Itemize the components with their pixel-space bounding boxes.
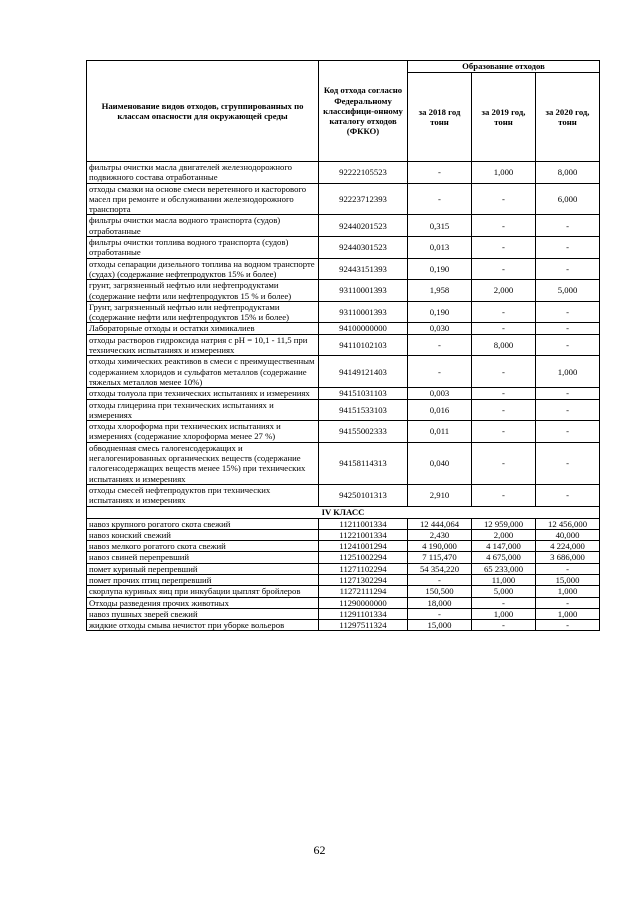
row-2018: 12 444,064 xyxy=(408,518,472,529)
row-name: жидкие отходы смыва нечистот при уборке вольеров xyxy=(87,620,319,631)
row-code: 93110001393 xyxy=(319,301,408,323)
row-2019: 2,000 xyxy=(472,280,536,302)
row-2018: - xyxy=(408,356,472,388)
row-code: 92222105523 xyxy=(319,162,408,184)
row-2020: 6,000 xyxy=(536,183,600,215)
row-2018: 0,040 xyxy=(408,442,472,484)
table-row xyxy=(87,421,600,443)
row-2020: 8,000 xyxy=(536,162,600,184)
row-2019: 1,000 xyxy=(472,608,536,619)
row-2018: 2,430 xyxy=(408,529,472,540)
table-row xyxy=(87,334,600,356)
row-2020: - xyxy=(536,620,600,631)
table-row xyxy=(87,301,600,323)
row-code: 11241001294 xyxy=(319,541,408,552)
row-2018: 1,958 xyxy=(408,280,472,302)
row-2020: - xyxy=(536,563,600,574)
row-2020: - xyxy=(536,323,600,334)
row-2018: 7 115,470 xyxy=(408,552,472,563)
row-code: 11291101334 xyxy=(319,608,408,619)
row-code: 94158114313 xyxy=(319,442,408,484)
row-name: Грунт, загрязненный нефтью или нефтепродуктами (содержание нефти или нефтепродуктов 15% и более) xyxy=(87,301,319,323)
row-2020: 4 224,000 xyxy=(536,541,600,552)
table-row xyxy=(87,399,600,421)
row-2019: 65 233,000 xyxy=(472,563,536,574)
row-name: навоз конский свежий xyxy=(87,529,319,540)
row-2018: 15,000 xyxy=(408,620,472,631)
row-2019: - xyxy=(472,323,536,334)
row-code: 94151533103 xyxy=(319,399,408,421)
row-name: навоз пушных зверей свежий xyxy=(87,608,319,619)
row-2019: - xyxy=(472,237,536,259)
row-name: Лабораторные отходы и остатки химикалиев xyxy=(87,323,319,334)
row-name: фильтры очистки масла двигателей железнодорожного подвижного состава отработанные xyxy=(87,162,319,184)
row-2018: 0,315 xyxy=(408,215,472,237)
row-code: 11211001334 xyxy=(319,518,408,529)
row-2018: - xyxy=(408,334,472,356)
row-2019: 8,000 xyxy=(472,334,536,356)
row-2018: 54 354,220 xyxy=(408,563,472,574)
table-row xyxy=(87,518,600,529)
table-row xyxy=(87,323,600,334)
row-name: навоз свиней перепревший xyxy=(87,552,319,563)
row-2020: 1,000 xyxy=(536,356,600,388)
row-2020: 15,000 xyxy=(536,574,600,585)
row-name: помет куриный перепревший xyxy=(87,563,319,574)
row-2020: - xyxy=(536,334,600,356)
row-2019: 4 675,000 xyxy=(472,552,536,563)
table-row xyxy=(87,258,600,280)
row-2020: - xyxy=(536,399,600,421)
row-2019: - xyxy=(472,421,536,443)
row-2020: 1,000 xyxy=(536,608,600,619)
row-name: отходы смесей нефтепродуктов при технических испытаниях и измерениях xyxy=(87,484,319,506)
row-2019: 4 147,000 xyxy=(472,541,536,552)
table-row xyxy=(87,620,600,631)
row-code: 11271102294 xyxy=(319,563,408,574)
row-2020: - xyxy=(536,301,600,323)
row-code: 11290000000 xyxy=(319,597,408,608)
row-code: 94250101313 xyxy=(319,484,408,506)
row-2018: 0,190 xyxy=(408,301,472,323)
row-code: 11221001334 xyxy=(319,529,408,540)
row-2019: - xyxy=(472,620,536,631)
row-2019: - xyxy=(472,258,536,280)
row-code: 92440201523 xyxy=(319,215,408,237)
row-name: отходы химических реактивов в смеси с преимущественным содержанием хлоридов и сульфатов металлов (содержание тяжелых металлов менее 10%) xyxy=(87,356,319,388)
row-2019: - xyxy=(472,484,536,506)
row-name: отходы растворов гидроксида натрия с рН = 10,1 - 11,5 при технических испытаниях и измерениях xyxy=(87,334,319,356)
row-2019: - xyxy=(472,356,536,388)
row-2020: - xyxy=(536,597,600,608)
table-row xyxy=(87,183,600,215)
row-name: помет прочих птиц перепревший xyxy=(87,574,319,585)
row-2019: 1,000 xyxy=(472,162,536,184)
table-row xyxy=(87,597,600,608)
table-row xyxy=(87,162,600,184)
table-row xyxy=(87,388,600,399)
row-2018: - xyxy=(408,183,472,215)
row-name: отходы сепарации дизельного топлива на водном транспорте (судах) (содержание нефтепродуктов 15% и более) xyxy=(87,258,319,280)
row-2018: - xyxy=(408,574,472,585)
row-code: 92440301523 xyxy=(319,237,408,259)
row-2019: 12 959,000 xyxy=(472,518,536,529)
table-row xyxy=(87,442,600,484)
row-2018: 0,190 xyxy=(408,258,472,280)
table-row xyxy=(87,215,600,237)
row-code: 92223712393 xyxy=(319,183,408,215)
table-row xyxy=(87,280,600,302)
row-2018: 0,011 xyxy=(408,421,472,443)
table-row xyxy=(87,586,600,597)
row-2019: 5,000 xyxy=(472,586,536,597)
row-name: обводненная смесь галогенсодержащих и негалогенированных органических веществ (содержание галогенсодержащих веществ менее 15%) при технических испытаниях и измерениях xyxy=(87,442,319,484)
row-code: 93110001393 xyxy=(319,280,408,302)
row-code: 94155002333 xyxy=(319,421,408,443)
row-2020: - xyxy=(536,215,600,237)
row-2018: 18,000 xyxy=(408,597,472,608)
row-2020: - xyxy=(536,388,600,399)
row-code: 94100000000 xyxy=(319,323,408,334)
header-name: Наименование видов отходов, сгруппированных по классам опасности для окружающей среды xyxy=(87,61,319,162)
row-name: фильтры очистки топлива водного транспорта (судов) отработанные xyxy=(87,237,319,259)
row-name: отходы хлороформа при технических испытаниях и измерениях (содержание хлороформа менее 27 %) xyxy=(87,421,319,443)
row-2019: - xyxy=(472,388,536,399)
row-code: 92443151393 xyxy=(319,258,408,280)
header-2018: за 2018 год тонн xyxy=(408,73,472,162)
table-row xyxy=(87,574,600,585)
page-number: 62 xyxy=(313,843,326,857)
row-2018: - xyxy=(408,608,472,619)
table-row xyxy=(87,529,600,540)
row-2018: 0,016 xyxy=(408,399,472,421)
row-2020: 1,000 xyxy=(536,586,600,597)
section-title: IV КЛАСС xyxy=(87,506,600,518)
row-2020: - xyxy=(536,421,600,443)
row-name: отходы глицерина при технических испытаниях и измерениях xyxy=(87,399,319,421)
table-row xyxy=(87,237,600,259)
section-row xyxy=(87,506,600,518)
row-name: скорлупа куриных яиц при инкубации цыплят бройлеров xyxy=(87,586,319,597)
row-2018: 2,910 xyxy=(408,484,472,506)
header-group: Образование отходов xyxy=(408,61,600,73)
row-2019: - xyxy=(472,215,536,237)
row-code: 94149121403 xyxy=(319,356,408,388)
row-2020: - xyxy=(536,442,600,484)
row-2018: 0,030 xyxy=(408,323,472,334)
row-name: навоз крупного рогатого скота свежий xyxy=(87,518,319,529)
row-name: грунт, загрязненный нефтью или нефтепродуктами (содержание нефти или нефтепродуктов 15 % и более) xyxy=(87,280,319,302)
row-code: 11272111294 xyxy=(319,586,408,597)
table-row xyxy=(87,356,600,388)
table-row xyxy=(87,484,600,506)
row-code: 11251002294 xyxy=(319,552,408,563)
row-2019: 11,000 xyxy=(472,574,536,585)
row-2019: - xyxy=(472,399,536,421)
row-name: фильтры очистки масла водного транспорта (судов) отработанные xyxy=(87,215,319,237)
header-2019: за 2019 год, тонн xyxy=(472,73,536,162)
row-2019: - xyxy=(472,301,536,323)
row-2018: 150,500 xyxy=(408,586,472,597)
row-2020: - xyxy=(536,484,600,506)
row-name: отходы толуола при технических испытаниях и измерениях xyxy=(87,388,319,399)
row-2020: - xyxy=(536,258,600,280)
row-2020: 3 686,000 xyxy=(536,552,600,563)
row-2018: 0,003 xyxy=(408,388,472,399)
header-code: Код отхода согласно Федеральному классифици-онному каталогу отходов (ФККО) xyxy=(319,61,408,162)
row-code: 94110102103 xyxy=(319,334,408,356)
row-2018: - xyxy=(408,162,472,184)
row-2019: 2,000 xyxy=(472,529,536,540)
row-2020: 5,000 xyxy=(536,280,600,302)
table-row xyxy=(87,563,600,574)
row-2020: 12 456,000 xyxy=(536,518,600,529)
row-2019: - xyxy=(472,183,536,215)
waste-table xyxy=(86,60,600,631)
row-code: 11271302294 xyxy=(319,574,408,585)
row-name: навоз мелкого рогатого скота свежий xyxy=(87,541,319,552)
row-2020: 40,000 xyxy=(536,529,600,540)
row-code: 11297511324 xyxy=(319,620,408,631)
row-2018: 0,013 xyxy=(408,237,472,259)
table-row xyxy=(87,552,600,563)
table-row xyxy=(87,541,600,552)
row-2019: - xyxy=(472,442,536,484)
row-name: отходы смазки на основе смеси веретенного и касторового масел при ремонте и обслуживании железнодорожного транспорта xyxy=(87,183,319,215)
row-2019: - xyxy=(472,597,536,608)
row-code: 94151031103 xyxy=(319,388,408,399)
row-name: Отходы разведения прочих животных xyxy=(87,597,319,608)
row-2018: 4 190,000 xyxy=(408,541,472,552)
row-2020: - xyxy=(536,237,600,259)
table-row xyxy=(87,608,600,619)
header-2020: за 2020 год, тонн xyxy=(536,73,600,162)
